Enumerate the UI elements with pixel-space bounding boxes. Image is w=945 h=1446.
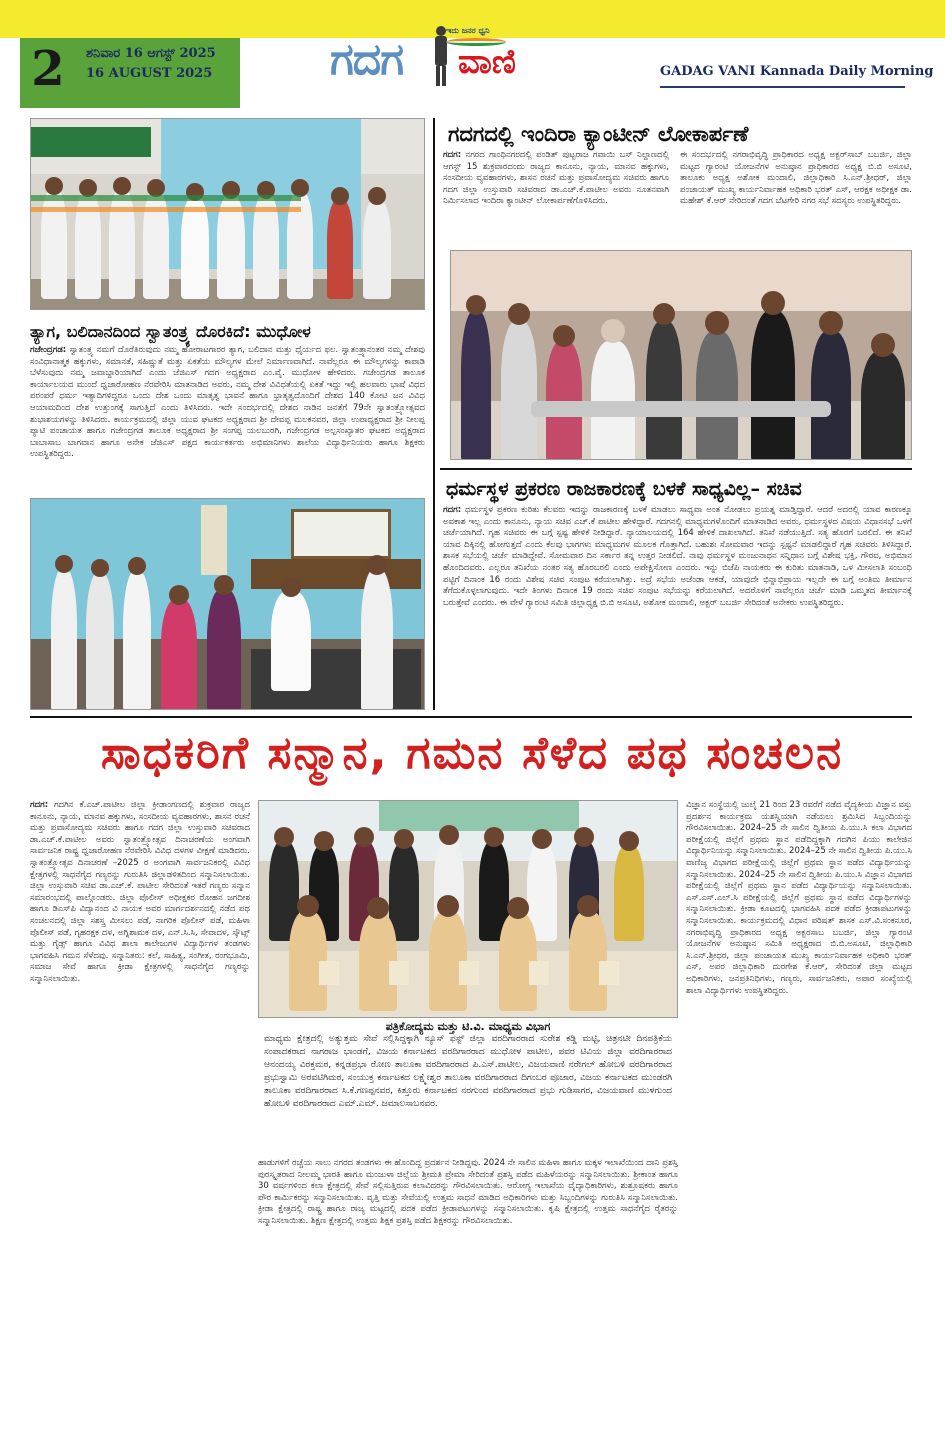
photo-media-felicitation [258,800,678,1018]
paper-name: GADAG VANI Kannada Daily Morning [660,64,934,79]
lead-dharmasthala: ಗದಗ: [443,505,462,515]
lead-honour: ಗದಗ: [30,800,49,810]
text-honour-col1: ಗದಗಿನ ಕೆ.ಎಚ್.ಪಾಟೀಲ ಜಿಲ್ಲಾ ಕ್ರೀಡಾಂಗಣದಲ್ಲಿ ಶುಕ್ರವಾರ ರಾಜ್ಯದ ಕಾನೂನು, ನ್ಯಾಯ, ಮಾನವ ಹಕ್ಕುಗಳು, ಸಂಸದೀಯ ವ್ಯವಹಾರಗಳು, ಶಾಸನ ರಚನೆ ಮತ್ತು ಪ್ರವಾಸೋದ್ಯಮ ಸಚಿವರು ಹಾಗೂ ಗದಗ ಜಿಲ್ಲಾ ಉಸ್ತುವಾರಿ ಸಚಿವರಾದ ಡಾ.ಎಚ್.ಕೆ.ಪಾಟೀಲ ಅವರು ಸ್ವಾತಂತ್ರ್ಯೋತ್ಸವ ದಿನಾಚರಣೆಯ ಅಂಗವಾಗಿ ಸಾರ್ವಜನಿಕ ರಾಷ್ಟ್ರ ಧ್ವಜಾರೋಹಣ ನೆರವೇರಿಸಿ ವಿವಿಧ ದಳಗಳ ವೀಕ್ಷಣೆ ಮಾಡಿದರು. ಸ್ವಾತಂತ್ರ್ಯೋತ್ಸವ ದಿನಾಚರಣೆ –2025 ರ ಅಂಗವಾಗಿ ಸಾರ್ವಜನಿಕರಲ್ಲಿ ವಿವಿಧ ಕ್ಷೇತ್ರಗಳಲ್ಲಿ ಸಾಧನೆಗೈದ ಗಣ್ಯರನ್ನು ಗುರುತಿಸಿ ಜಿಲ್ಲಾಡಳಿತದಿಂದ ಸನ್ಮಾನಿಸಲಾಯಿತು. ಜಿಲ್ಲಾ ಉಸ್ತುವಾರಿ ಸಚಿವ ಡಾ.ಎಚ್.ಕೆ. ಪಾಟೀಲ ಸೇರಿದಂತೆ ಇತರೆ ಗಣ್ಯರು ಸನ್ಮಾನ ಸಮಾರಂಭದಲ್ಲಿ ಪಾಲ್ಗೊಂಡರು. ಜಿಲ್ಲಾ ಪೊಲೀಸ್ ಅಧೀಕ್ಷಕರ ರೋಹನ ಜಗದೀಶ ಹಾಗೂ ಡಿಎಸ್‌ಪಿ ವಿದ್ಯಾನಂದ ವಿ ನಾಯಕ ಅವರ ಮಾರ್ಗದರ್ಶನದಲ್ಲಿ ನಡೆದ ಪಥ ಸಂಚಲನದಲ್ಲಿ ಜಿಲ್ಲಾ ಸಶಸ್ತ್ರ ಮೀಸಲು ಪಡೆ, ನಾಗರಿಕ ಪೊಲೀಸ್ ಪಡೆ, ಮಹಿಳಾ ಪೊಲೀಸ್ ಪಡೆ, ಗೃಹರಕ್ಷಕ ದಳ, ಅಗ್ನಿಶಾಮಕ ದಳ, ಎನ್.ಸಿ.ಸಿ, ಸೇವಾದಳ, ಸ್ಕೌಟ್ಸ್ ಮತ್ತು ಗೈಡ್ಸ್ ಹಾಗೂ ವಿವಿಧ ಶಾಲಾ ಕಾಲೇಜುಗಳ ವಿದ್ಯಾರ್ಥಿಗಳ ತಂಡಗಳು ಭಾಗವಹಿಸಿ ಗಮನ ಸೆಳೆದವು. ಸನ್ಮಾನಿತರು: ಕಲೆ, ಸಾಹಿತ್ಯ, ಸಂಗೀತ, ರಂಗಭೂಮಿ, ಸಮಾಜ ಸೇವೆ ಹಾಗೂ ಕ್ರೀಡಾ ಕ್ಷೇತ್ರಗಳಲ್ಲಿ ಸಾಧನೆಗೈದ ಗಣ್ಯರನ್ನು ಸನ್ಮಾನಿಸಲಾಯಿತು. [30,800,250,984]
photo-canteen-inauguration [450,250,912,460]
caption-media-title: ಪತ್ರಿಕೋದ್ಯಮ ಮತ್ತು ಟಿ.ವಿ. ಮಾಧ್ಯಮ ವಿಭಾಗ [385,1020,551,1033]
body-honour-col3: ವಿಜ್ಞಾನ ಸಂಸ್ಥೆಯಲ್ಲಿ ಜುಲೈ 21 ರಿಂದ 23 ರವರೆಗೆ ನಡೆದ ವೈದ್ಯಕೀಯ ವಿಜ್ಞಾನ ವಸ್ತು ಪ್ರದರ್ಶನ ಕಾರ್ಯಕ್ರಮ ಯಶಸ್ವಿಯಾಗಿ ನಡೆಯಲು ಶ್ರಮಿಸಿದ ಸಿಬ್ಬಂದಿಯನ್ನು ಗೌರವಿಸಲಾಯಿತು. 2024–25 ನೇ ಸಾಲಿನ ದ್ವಿತೀಯ ಪಿ.ಯು.ಸಿ ಕಲಾ ವಿಭಾಗದ ಪರೀಕ್ಷೆಯಲ್ಲಿ ಜಿಲ್ಲೆಗೆ ಪ್ರಥಮ ಸ್ಥಾನ ಪಡೆದಿದ್ದಕ್ಕಾಗಿ ಗದಗಿನ ಪಿಯು ಕಾಲೇಜಿನ ವಿದ್ಯಾರ್ಥಿನಿಯನ್ನು ಸನ್ಮಾನಿಸಲಾಯಿತು. 2024–25 ನೇ ಸಾಲಿನ ದ್ವಿತೀಯ ಪಿ.ಯು.ಸಿ ವಾಣಿಜ್ಯ ವಿಭಾಗದ ಪರೀಕ್ಷೆಯಲ್ಲಿ ಜಿಲ್ಲೆಗೆ ಪ್ರಥಮ ಸ್ಥಾನ ಪಡೆದ ವಿದ್ಯಾರ್ಥಿಯನ್ನು ಸನ್ಮಾನಿಸಲಾಯಿತು. 2024–25 ನೇ ಸಾಲಿನ ದ್ವಿತೀಯ ಪಿ.ಯು.ಸಿ ವಿಜ್ಞಾನ ವಿಭಾಗದ ಪರೀಕ್ಷೆಯಲ್ಲಿ ಜಿಲ್ಲೆಗೆ ಪ್ರಥಮ ಸ್ಥಾನ ಪಡೆದ ವಿದ್ಯಾರ್ಥಿಯನ್ನು ಸನ್ಮಾನಿಸಲಾಯಿತು. ಎಸ್.ಎಸ್.ಎಲ್.ಸಿ ಪರೀಕ್ಷೆಯಲ್ಲಿ ಜಿಲ್ಲೆಗೆ ಪ್ರಥಮ ಸ್ಥಾನ ಪಡೆದ ವಿದ್ಯಾರ್ಥಿಗಳನ್ನು ಸನ್ಮಾನಿಸಲಾಯಿತು. ಕ್ರೀಡಾ ಕೂಟದಲ್ಲಿ ಭಾಗವಹಿಸಿ ಪದಕ ಪಡೆದ ಕ್ರೀಡಾಪಟುಗಳನ್ನು ಸನ್ಮಾನಿಸಲಾಯಿತು. ಕಾರ್ಯಕ್ರಮದಲ್ಲಿ ವಿಧಾನ ಪರಿಷತ್ ಶಾಸಕ ಎಸ್.ವಿ.ಸಂಕನೂರ, ನಗರಾಭಿವೃದ್ಧಿ ಪ್ರಾಧಿಕಾರದ ಅಧ್ಯಕ್ಷ ಅಕ್ಬರಸಾಬ ಬಬರ್ಜಿ, ಜಿಲ್ಲಾ ಗ್ಯಾರಂಟಿ ಯೋಜನೆಗಳ ಅನುಷ್ಠಾನ ಸಮಿತಿ ಅಧ್ಯಕ್ಷರಾದ ಬಿ.ಬಿ.ಅಸೂಟಿ, ಜಿಲ್ಲಾಧಿಕಾರಿ ಸಿ.ಎನ್.ಶ್ರೀಧರ, ಜಿಲ್ಲಾ ಪಂಚಾಯತ ಮುಖ್ಯ ಕಾರ್ಯನಿರ್ವಾಹಕ ಅಧಿಕಾರಿ ಭರತ್ ಎಸ್, ಅಪರ ಜಿಲ್ಲಾಧಿಕಾರಿ ದುರಗೇಶ ಕೆ.ಆರ್, ಸೇರಿದಂತೆ ಜಿಲ್ಲಾ ಮಟ್ಟದ ಅಧಿಕಾರಿಗಳು, ಜನಪ್ರತಿನಿಧಿಗಳು, ಗಣ್ಯರು, ಸಾರ್ವಜನಿಕರು, ಅಪಾರ ಸಂಖ್ಯೆಯಲ್ಲಿ ಶಾಲಾ ವಿದ್ಯಾರ್ಥಿಗಳು ಉಪಸ್ಥಿತರಿದ್ದರು. [686,800,912,996]
caption-media [258,1018,678,1150]
body-honour-col1 [30,800,250,1430]
column-divider [433,118,435,710]
headline-freedom: ತ್ಯಾಗ, ಬಲಿದಾನದಿಂದ ಸ್ವಾತಂತ್ರ್ಯ ದೊರಕಿದೆ: ಮುಧೋಳ [30,322,311,341]
text-dharmasthala: ಧರ್ಮಸ್ಥಳ ಪ್ರಕರಣ ಕುರಿತು ಕೆಲವರು ಇದನ್ನು ರಾಜಕಾರಣಕ್ಕೆ ಬಳಕೆ ಮಾಡಲು ಸಾಧ್ಯವಾ ಅಂತ ನೋಡಲು ಪ್ರಯತ್ನ ಮಾಡ್ತಿದ್ದಾರೆ. ಆದರೆ ಅದರಲ್ಲಿ ಯಾವ ಕಾರಣಕ್ಕೂ ಅವಕಾಶ ಇಲ್ಲ ಎಂದು ಕಾನೂನು, ನ್ಯಾಯ ಸಚಿವ ಎಚ್.ಕೆ ಪಾಟೀಲ ಹೇಳಿದ್ದಾರೆ. ಗದಗನಲ್ಲಿ ಮಾಧ್ಯಮಗಳೊಂದಿಗೆ ಮಾತನಾಡಿದ ಅವರು, ಧರ್ಮಸ್ಥಳದ ವಿಷಯ ವಿಧಾನಸಭೆ ಒಳಗೆ ಚರ್ಚೆಯಾಗಿದೆ. ಗೃಹ ಸಚಿವರು ಈ ಬಗ್ಗೆ ಸ್ಪಷ್ಟ ಹೇಳಿಕೆ ನೀಡಿದ್ದಾರೆ. ನ್ಯಾಯಾಲಯದಲ್ಲಿ 164 ಹೇಳಿಕೆ ದಾಖಲಾಗಿದೆ. ತನಿಖೆ ನಡೆಯುತ್ತಿದೆ. ಸತ್ಯ ಹೊರಗೆ ಬರಲಿದೆ. ಈ ತನಿಖೆ ಯಾವ ದಿಕ್ಕಿನಲ್ಲಿ ಹೋಗುತ್ತದೆ ಎಂದು ಕೆಲವು ಭಾಗಗಳು ಮಾಧ್ಯಮಗಳ ಮೂಲಕ ಗೊತ್ತಾಗಿದೆ. ಬಹುಶಃ ಸೋಮವಾರ ಇದನ್ನು ಸ್ಪಷ್ಟನೆ ಮಾಡಲಿದ್ದಾರೆ ಗೃಹ ಸಚಿವರು ತಿಳಿಸಿದ್ದಾರೆ. ಶಾಸಕ ಸಭೆಯಲ್ಲಿ ಚರ್ಚೆ ಮಾಡಿದ್ದೇವೆ. ಸೋಮವಾರ ದಿನ ಸರ್ಕಾರ ತನ್ನ ಉತ್ತರ ನೀಡಲಿದೆ. ನಾವು ಧರ್ಮಸ್ಥಳ ಮಂಜುನಾಥನ ಸನ್ನಿಧಾನ ಬಗ್ಗೆ ವಿಶೇಷ ಭಕ್ತಿ, ಗೌರವ, ಅಭಿಮಾನ ಹೊಂದಿದವರು. ಎಲ್ಲರೂ ತನಿಖೆಯ ನಂತರ ಸತ್ಯ ಹೊರಬರಲಿ ಎಂದು ಅಪೇಕ್ಷಿಸೋಣ ಎಂದರು. ಇನ್ನು ಬಿಜೆಪಿ ನಾಯಕರು ಈ ಕುರಿತು ಮಾತನಾಡಿ, ಒಳ ಮೀಸಲಾತಿ ಸಂಬಂಧಿ ಪಟ್ಟಿಗೆ ದಿನಾಂಕ 16 ರಂದು ವಿಶೇಷ ಸಚಿವ ಸಂಪುಟ ಕರೆಯಲಾಗಿತ್ತು. ಅದ್ರೆ ಸಭೆಯ ಅಜೆಂಡಾ ಆಕಡೆ, ಯಾವುದೇ ಭಿನ್ನಾಭಿಪ್ರಾಯ ಇಲ್ಲದೇ ಈ ಬಗ್ಗೆ ಅಂತಿಮ ತೀರ್ಮಾನ ತೆಗೆದುಕೊಳ್ಳಲಾಗುವುದು. ಇದೇ ತಿಂಗಳು ದಿನಾಂಕ 19 ರಂದು ಸಚಿವ ಸಂಪುಟ ಸಭೆಯನ್ನು ಕರೆಯಲಾಗಿದೆ. ಅದರೊಳಗೆ ನಾವೆಲ್ಲರೂ ಚರ್ಚೆ ಮಾಡಿ ಒಮ್ಮತದ ತೀರ್ಮಾನಕ್ಕೆ ಬರುತ್ತೇವೆ ಎಂದರು. ಈ ವೇಳೆ ಗ್ಯಾರಂಟಿ ಸಮಿತಿ ಜಿಲ್ಲಾಧ್ಯಕ್ಷ ಬಿ.ಬಿ ಅಸೂಟಿ, ಅಶೋಕ ಮಂದಾಲಿ, ಅಕ್ಬರ್ ಬಬರ್ಜಿ ಸೇರಿದಂತೆ ಅನೇಕರು ಉಪಸ್ಥಿತರಿದ್ದರು. [443,505,912,608]
body-canteen-col1 [443,150,669,244]
page-number: 2 [31,41,65,97]
date-english: 16 AUGUST 2025 [86,66,213,81]
headline-dharmasthala: ಧರ್ಮಸ್ಥಳ ಪ್ರಕರಣ ರಾಜಕಾರಣಕ್ಕೆ ಬಳಕೆ ಸಾಧ್ಯವಿಲ್ಲ– ಸಚಿವ [446,478,802,500]
photo-felicitation-room [30,498,425,710]
lead-canteen: ಗದಗ: [443,150,462,160]
section-divider [440,468,912,470]
text-canteen-col1: ನಗರದ ಗಾಂಧಿನಗರದಲ್ಲಿ ಪಂಡಿತ್ ಪುಟ್ಟರಾಜ ಗವಾಯಿ ಬಸ್ ನಿಲ್ದಾಣದಲ್ಲಿ ಆಗಸ್ಟ್ 15 ಶುಕ್ರವಾರದಂದು ರಾಜ್ಯದ ಕಾನೂನು, ನ್ಯಾಯ, ಮಾನವ ಹಕ್ಕುಗಳು, ಸಂಸದೀಯ ವ್ಯವಹಾರಗಳು, ಶಾಸನ ರಚನೆ ಮತ್ತು ಪ್ರವಾಸೋದ್ಯಮ ಸಚಿವರು ಹಾಗೂ ಗದಗ ಜಿಲ್ಲಾ ಉಸ್ತುವಾರಿ ಸಚಿವರಾದ ಡಾ.ಎಚ್.ಕೆ.ಪಾಟೀಲ ಅವರು ನೂತನವಾಗಿ ನಿರ್ಮಿಸಲಾದ ಇಂದಿರಾ ಕ್ಯಾಂಟೀನ್ ಲೋಕಾರ್ಪಣೆಗೊಳಿಸಿದರು. [443,150,669,207]
masthead [0,0,945,108]
newspaper-logo [330,24,540,106]
caption-media-text: ಮಾಧ್ಯಮ ಕ್ಷೇತ್ರದಲ್ಲಿ ಅತ್ಯುತ್ತಮ ಸೇವೆ ಸಲ್ಲಿಸಿದ್ದಕ್ಕಾಗಿ ನ್ಯೂಸ್ ಫಸ್ಟ್ ಜಿಲ್ಲಾ ವರದಿಗಾರರಾದ ಸುರೇಶ ಕಡ್ಡಿ ಮಟ್ಟಿ, ಚಿತ್ರನಟೀ ದಿನಪತ್ರಿಕೆಯ ಸಂಪಾದಕರಾದ ನಾಗರಾಜ ಭಾಂಡಗೆ, ವಿಜಯ ಕರ್ನಾಟಕದ ವರದಿಗಾರರಾದ ಮುಧೋಳ ಪಾಟೀಲ, ಪವರ ಟಿವಿಯ ಜಿಲ್ಲಾ ವರದಿಗಾರರಾದ ಆನಂದಯ್ಯ ವಿರಕ್ತಮಠ, ಕನ್ನಡಪ್ರಭಾ ರೋಣ ತಾಲೂಕಾ ವರದಿಗಾರರಾದ ಪಿ.ಎಸ್.ಪಾಟೀಲ, ವಿಜಯವಾಣಿ ನರೇಗಲ್ ಹೋಬಳಿ ವರದಿಗಾರರಾದ ಪ್ರಭುಸ್ವಾಮಿ ಅರವಟಿಗಿಮಠ, ಸಂಯುಕ್ತ ಕರ್ನಾಟಕದ ಲಕ್ಷ್ಮೇಶ್ವರ ತಾಲೂಕಾ ವರದಿಗಾರರಾದ ದಿಗಂಬರ ಪೂಜಾರ, ವಿಜಯ ಕರ್ನಾಟಕದ ಮುಂಡರಗಿ ತಾಲೂಕಾ ವರದಿಗಾರರಾದ ಸಿ.ಕೆ.ಗಣಪ್ಪನವರ, ಕಿತ್ತೂರು ಕರ್ನಾಟಕದ ನರಗುಂದ ವರದಿಗಾರರಾದ ಪ್ರಭು ಗುಡಿಸಾಗರ, ವಿಜಯವಾಣಿ ಮುಳಗುಂದ ಹೋಬಳಿ ವರದಿಗಾರರಾದ ಎಮ್.ಎಮ್. ಜಮಾಲಸಾಬನವರ. [264,1034,672,1109]
headline-honour: ಸಾಧಕರಿಗೆ ಸನ್ಮಾನ, ಗಮನ ಸೆಳೆದ ಪಥ ಸಂಚಲನ [100,726,844,779]
body-dharmasthala [443,505,912,710]
text-freedom: ಸ್ವಾತಂತ್ರ್ಯ ನಮಗೆ ದೊರೆತಿರುವುದು ನಮ್ಮ ಹೋರಾಟಗಾರರ ತ್ಯಾಗ, ಬಲಿದಾನ ಮತ್ತು ಧೈರ್ಯದ ಫಲ. ಸ್ವಾತಂತ್ರ್ಯಾನಂತರ ನಮ್ಮ ದೇಶವು ಸಂವಿಧಾನಾತ್ಮಕ ಹಕ್ಕುಗಳು, ಸಮಾನತೆ, ಸಹಿಷ್ಣುತೆ ಮತ್ತು ಏಕತೆಯ ಮೌಲ್ಯಗಳ ಮೇಲೆ ನಿರ್ಮಾಣವಾಗಿದೆ. ನಾವೆಲ್ಲರೂ ಈ ಮೌಲ್ಯಗಳನ್ನು ಕಾಪಾಡಿ ಬೆಳೆಸುವುದು ನಮ್ಮ ಜವಾಬ್ದಾರಿಯಾಗಿದೆ ಎಂದು ಜೆಜಿಎಸ್ ಗದಗ ಅಧ್ಯಕ್ಷರಾದ ಎಂ.ವೈ. ಮುಧೋಳ ಹೇಳಿದರು. ಗಜೇಂದ್ರಗಡ ತಾಲೂಕ ಕಾರ್ಯಾಲಯದ ಮುಂದೆ ಧ್ವಜಾರೋಹಣ ನೆರವೇರಿಸಿ ಮಾತನಾಡಿದ ಅವರು, ನಮ್ಮ ದೇಶ ವಿವಿಧತೆಯಲ್ಲಿ ಏಕತೆ ಇದ್ದು ಇಲ್ಲಿ ಹಲವಾರು ಭಾಷೆ ವಿಧದ ಪರಂಪರೆ ಧರ್ಮ ಇತ್ಯಾದಿಗಳಿದ್ದರೂ ಒಂದು ದೇಶ ಒಂದು ಮಾತೃತ್ವ ಭಾವನೆ ಹಾಗೂ ಭ್ರಾತೃತ್ವದೊಂದಿಗೆ ದೇಶದ 140 ಕೋಟಿ ಜನ ವಿವಿಧ ಆಯಾಮದಿಂದ ದೇಶ ಉತ್ತುಂಗಕ್ಕೆ ಸಾಗುತ್ತಿದೆ ಎಂದು ತಿಳಿಸಿದರು. ಇದೇ ಸಂದರ್ಭದಲ್ಲಿ ದೇಶದ ನಾಡಿನ ಜನತೆಗೆ 79ನೇ ಸ್ವಾತಂತ್ರ್ಯೋತ್ಸವದ ಶುಭಾಶಯಗಳನ್ನು ತಿಳಿಸಿದರು. ಕಾರ್ಯಕ್ರಮದಲ್ಲಿ ಜಿಲ್ಲಾ ಯುವ ಘಟಕದ ಅಧ್ಯಕ್ಷರಾದ ಶ್ರೀ ದೇವಪ್ಪ ಮಲಕನವರ, ಜಿಲ್ಲಾ ಉಪಾಧ್ಯಕ್ಷರಾದ ಶ್ರೀ ನೀಲಪ್ಪ ಪ್ಯಾಟಿ ಪಂಚಾಯತ ಹಾಗೂ ಗಜೇಂದ್ರಗಡ ತಾಲೂಕ ಅಧ್ಯಕ್ಷರಾದ ಶ್ರೀ ಸಂಗಪ್ಪ ಯಲಬುರಗಿ, ಗಜೇಂದ್ರಗಡ ಅಲ್ಪಸಂಖ್ಯಾತರ ಘಟಕದ ಅಧ್ಯಕ್ಷರಾದ ಬಾಬಾಸಾಬ ಬಾಗವಾನ ಹಾಗೂ ಅನೇಕ ಜೆಜಿಎಸ್ ಪಕ್ಷದ ಕಾರ್ಯಕರ್ತರು ಅಭಿಮಾನಿಗಳು ಶಾಲೆಯ ವಿದ್ಯಾರ್ಥಿನಿಯರು ಹಾಗೂ ಶಿಕ್ಷಕರು ಉಪಸ್ಥಿತರಿದ್ದರು. [30,345,425,460]
logo-tagline: ಇದು ಜನರ ಧ್ವನಿ [446,26,490,35]
banner-rule-top [30,716,912,718]
lead-freedom: ಗಜೇಂದ್ರಗಡ: [30,345,67,355]
body-canteen-col2: ಈ ಸಂದರ್ಭದಲ್ಲಿ ನಗರಾಭಿವೃದ್ಧಿ ಪ್ರಾಧಿಕಾರದ ಅಧ್ಯಕ್ಷ ಅಕ್ಬರ್‌ಸಾಬ್ ಬಬರ್ಜಿ, ಜಿಲ್ಲಾ ಮಟ್ಟದ ಗ್ಯಾರಂಟಿ ಯೋಜನೆಗಳ ಅನುಷ್ಠಾನ ಪ್ರಾಧಿಕಾರದ ಅಧ್ಯಕ್ಷ ಬಿ.ಬಿ ಅಸೂಟಿ, ತಾಲೂಕು ಅಧ್ಯಕ್ಷ ಅಶೋಕ ಮಂದಾಲಿ, ಜಿಲ್ಲಾಧಿಕಾರಿ ಸಿ.ಎನ್.ಶ್ರೀಧರ್, ಜಿಲ್ಲಾ ಪಂಚಾಯತ್ ಮುಖ್ಯ ಕಾರ್ಯನಿರ್ವಾಹಕ ಅಧಿಕಾರಿ ಭರತ್ ಎಸ್, ಆರಕ್ಷಕ ಅಧೀಕ್ಷಕ ಡಾ. ಮಹೇಶ್ ಕೆ.ಆರ್ ನೇರಿದಂತೆ ಗದಗ ಬೆಟಗೇರಿ ನಗರ ಸಭೆ ಸದಸ್ಯರು ಉಪಸ್ಥಿತರಿದ್ದರು. [680,150,912,207]
body-honour-col2: ಹಾಡುಗಳಿಗೆ ರಚ್ಚೆಯ ಸಾಲು ನಗರದ ತಂಡಗಳು ಈ ಹೊಂದಿದ್ದ ಪ್ರದರ್ಶನ ನೀಡಿದ್ದವು. 2024 ನೇ ಸಾಲಿನ ಮಹಿಳಾ ಹಾಗೂ ಮಕ್ಕಳ ಇಲಾಖೆಯಿಂದ ದಾನಿ ಪ್ರಶಸ್ತಿ ಪುರಸ್ಕೃತರಾದ ನೀಲಮ್ಮ ಭಾರತಿ ಹಾಗೂ ಮಂಜುಳಾ ಜಿಲ್ಲೆಯ ಶ್ರೀಮತಿ ಪ್ರೇಮಾ ಸೇರಿದಂತೆ ಪ್ರಶಸ್ತಿ ಪಡೆದ ಮಹಿಳೆಯರನ್ನು ಸನ್ಮಾನಿಸಲಾಯಿತು. ಶ್ರೀಕಾಂತ ಹಾಗೂ 30 ವರ್ಷಗಳಿಂದ ಕಲಾ ಕ್ಷೇತ್ರದಲ್ಲಿ ಸೇವೆ ಸಲ್ಲಿಸುತ್ತಿರುವ ಕಲಾವಿದರನ್ನು ಗೌರವಿಸಲಾಯಿತು. ಆರೋಗ್ಯ ಇಲಾಖೆಯ ವೈದ್ಯಾಧಿಕಾರಿಗಳು, ಶುಶ್ರೂಷಕರು ಹಾಗೂ ಪೌರ ಕಾರ್ಮಿಕರನ್ನು ಸನ್ಮಾನಿಸಲಾಯಿತು. ವೃತ್ತಿ ಮತ್ತು ಸೇವೆಯಲ್ಲಿ ಉತ್ತಮ ಸಾಧನೆ ಮಾಡಿದ ಅಧಿಕಾರಿಗಳು ಮತ್ತು ಸಿಬ್ಬಂದಿಗಳನ್ನು ಗುರುತಿಸಿ ಸನ್ಮಾನಿಸಲಾಯಿತು. ಕ್ರೀಡಾ ಕ್ಷೇತ್ರದಲ್ಲಿ ರಾಷ್ಟ್ರ ಹಾಗೂ ರಾಜ್ಯ ಮಟ್ಟದಲ್ಲಿ ಪದಕ ಪಡೆದ ಕ್ರೀಡಾಪಟುಗಳನ್ನು ಸನ್ಮಾನಿಸಲಾಯಿತು. ಕೃಷಿ ಕ್ಷೇತ್ರದಲ್ಲಿ ಉತ್ತಮ ಸಾಧನೆಗೈದ ರೈತರನ್ನು ಸನ್ಮಾನಿಸಲಾಯಿತು. ಶಿಕ್ಷಣ ಕ್ಷೇತ್ರದಲ್ಲಿ ಉತ್ತಮ ಶಿಕ್ಷಕ ಪ್ರಶಸ್ತಿ ಪಡೆದ ಶಿಕ್ಷಕರನ್ನು ಗೌರವಿಸಲಾಯಿತು. [258,1158,678,1226]
photo-students-procession [30,118,425,310]
masthead-rule [660,86,905,88]
date-kannada: ಶನಿವಾರ 16 ಆಗಸ್ಟ್ 2025 [86,46,216,61]
logo-vaani-text: ವಾಣಿ [458,42,516,82]
headline-canteen: ಗದಗದಲ್ಲಿ ಇಂದಿರಾ ಕ್ಯಾಂಟೀನ್ ಲೋಕಾರ್ಪಣೆ [448,122,749,146]
body-freedom [30,345,425,485]
logo-gadaga-text: ಗದಗ [330,34,404,85]
